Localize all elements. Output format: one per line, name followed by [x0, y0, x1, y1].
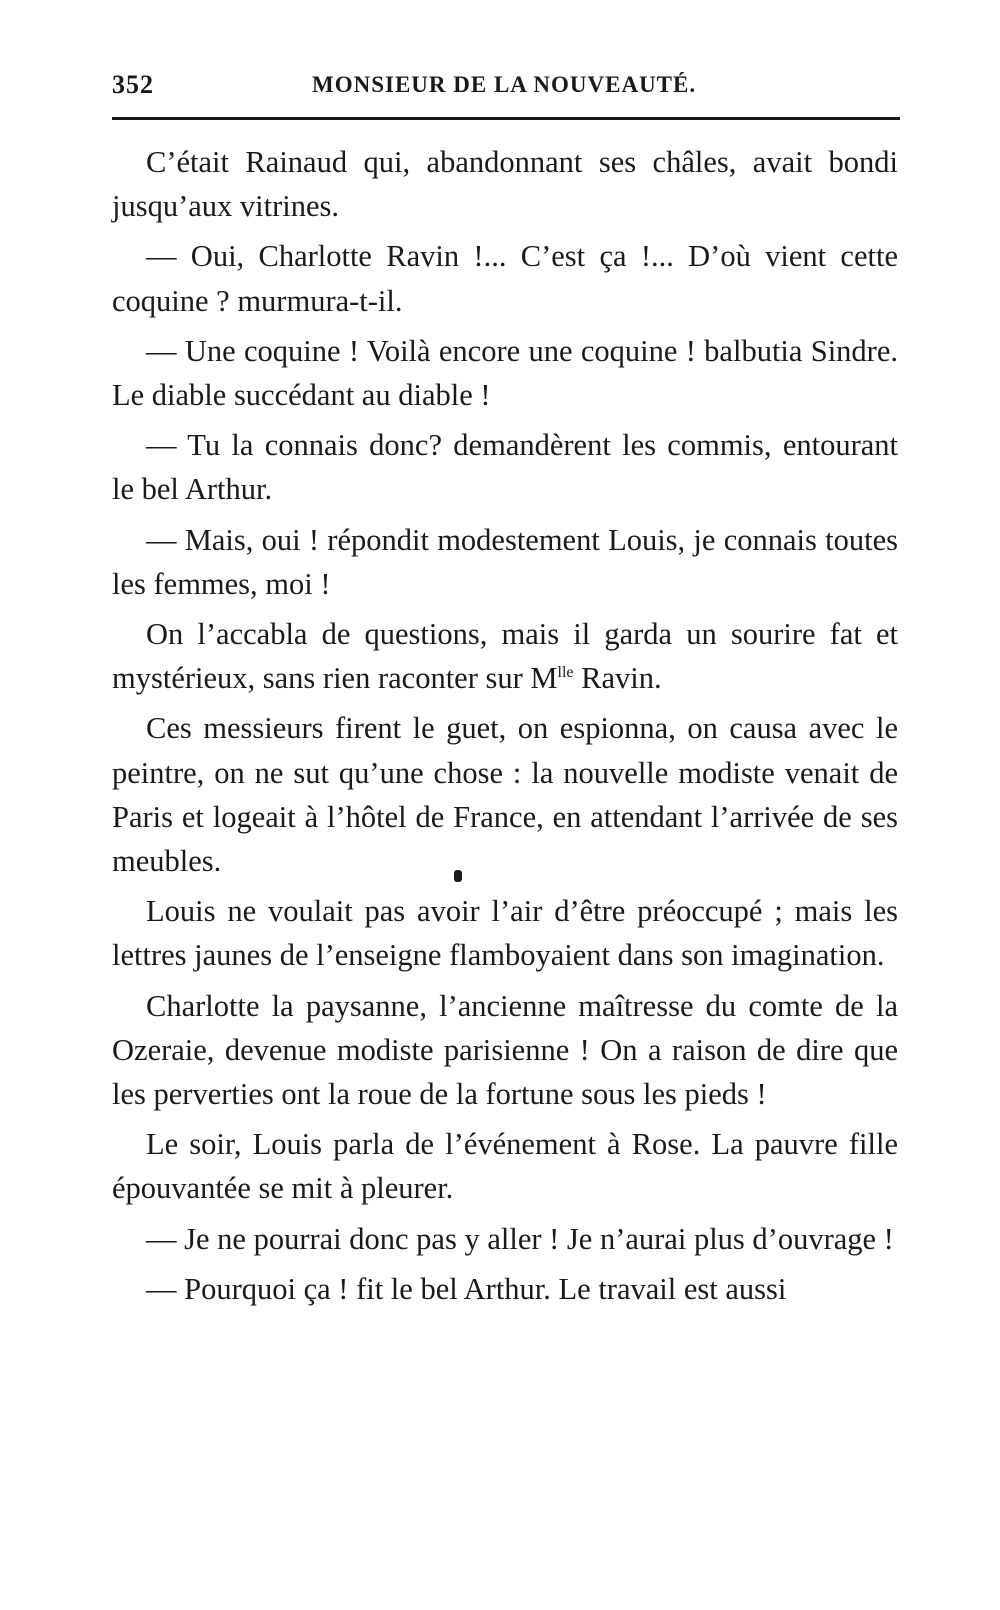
running-head: [112, 70, 898, 110]
paragraph-2: — Oui, Charlotte Ravin !... C’est ça !... D’où vient cette coquine ? murmura-t-il.: [112, 239, 898, 318]
ink-speck: [454, 870, 462, 882]
page-number: 352: [112, 70, 154, 99]
paragraph-9: Charlotte la paysanne, l’ancienne maîtresse du comte de la Ozeraie, devenue modiste parisienne ! On a raison de dire que les perverties ont la roue de la fortune sous les pieds !: [112, 988, 898, 1112]
paragraph-8: Louis ne voulait pas avoir l’air d’être préoccupé ; mais les lettres jaunes de l’enseigne flamboyaient dans son imagination.: [112, 894, 898, 973]
paragraph-5: — Mais, oui ! répondit modestement Louis, je connais toutes les femmes, moi !: [112, 522, 898, 601]
paragraph-1: C’était Rainaud qui, abandonnant ses châles, avait bondi jusqu’aux vitrines.: [112, 145, 898, 224]
paragraph-11: — Je ne pourrai donc pas y aller ! Je n’aurai plus d’ouvrage !: [146, 1221, 894, 1256]
paragraph-7: Ces messieurs firent le guet, on espionna, on causa avec le peintre, on ne sut qu’une chose : la nouvelle modiste venait de Paris et logeait à l’hôtel de France, en attendant l’arrivée de ses meubles.: [112, 711, 898, 879]
paragraph-4: — Tu la connais donc? demandèrent les commis, entourant le bel Arthur.: [112, 428, 898, 507]
paragraph-6: [112, 612, 898, 700]
running-title: MONSIEUR DE LA NOUVEAUTÉ.: [312, 72, 697, 97]
paragraph-6-superscript: lle: [557, 664, 574, 682]
body-text: [112, 140, 898, 1317]
paragraph-6-text: On l’accabla de questions, mais il garda un sourire fat et mystérieux, sans rien raconter sur M: [112, 617, 898, 696]
paragraph-6-tail: Ravin.: [573, 661, 662, 696]
paragraph-12: — Pourquoi ça ! fit le bel Arthur. Le travail est aussi: [146, 1271, 787, 1306]
header-rule: [112, 117, 900, 120]
paragraph-10: Le soir, Louis parla de l’événement à Rose. La pauvre fille épouvantée se mit à pleurer.: [112, 1127, 898, 1206]
paragraph-3: — Une coquine ! Voilà encore une coquine ! balbutia Sindre. Le diable succédant au diable !: [112, 333, 898, 413]
